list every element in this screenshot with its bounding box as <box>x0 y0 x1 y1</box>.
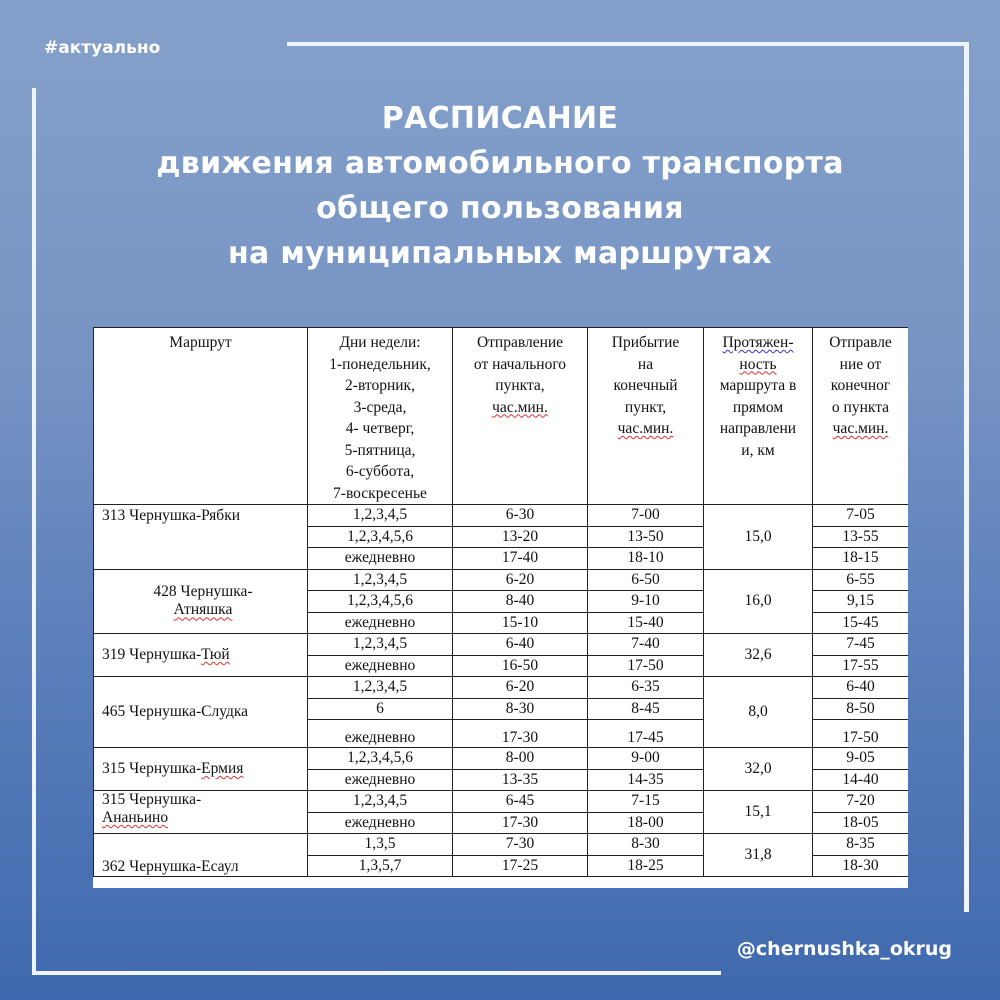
depart-cell: 6-45 <box>453 791 588 813</box>
table-row <box>94 505 909 527</box>
route-name: 313 Чернушка-Рябки <box>94 505 308 570</box>
days-cell: ежедневно <box>308 720 453 748</box>
length-cell: 32,6 <box>704 634 813 677</box>
days-cell: ежедневно <box>308 612 453 634</box>
return-cell: 18-30 <box>813 855 909 877</box>
days-cell: 6 <box>308 698 453 720</box>
depart-cell: 13-20 <box>453 526 588 548</box>
frame-bottom-line <box>32 971 721 975</box>
title-line-2: движения автомобильного транспорта <box>156 146 844 181</box>
title-line-1: РАСПИСАНИЕ <box>381 101 619 136</box>
days-cell: ежедневно <box>308 812 453 834</box>
route-name: 315 Чернушка-Ермия <box>94 748 308 791</box>
depart-cell: 17-25 <box>453 855 588 877</box>
return-cell: 15-45 <box>813 612 909 634</box>
days-cell: 1,2,3,4,5 <box>308 569 453 591</box>
return-cell: 7-45 <box>813 634 909 656</box>
depart-cell: 6-20 <box>453 569 588 591</box>
hashtag: #актуально <box>44 38 161 58</box>
length-cell: 32,0 <box>704 748 813 791</box>
arrive-cell: 18-00 <box>588 812 704 834</box>
depart-cell: 17-30 <box>453 812 588 834</box>
arrive-cell: 17-50 <box>588 655 704 677</box>
length-cell: 15,0 <box>704 505 813 570</box>
return-cell: 14-40 <box>813 769 909 791</box>
route-name: 315 Чернушка- Ананьино <box>94 791 308 834</box>
route-name: 362 Чернушка-Есаул <box>94 834 308 877</box>
depart-cell: 6-20 <box>453 677 588 699</box>
header-depart-start: Отправление от начального пункта, час.мин. <box>453 328 588 505</box>
return-cell: 7-05 <box>813 505 909 527</box>
schedule-table <box>93 327 908 877</box>
depart-cell: 16-50 <box>453 655 588 677</box>
arrive-cell: 17-45 <box>588 720 704 748</box>
arrive-cell: 8-45 <box>588 698 704 720</box>
arrive-cell: 15-40 <box>588 612 704 634</box>
days-cell: 1,3,5,7 <box>308 855 453 877</box>
social-handle: @chernushka_okrug <box>736 938 952 960</box>
depart-cell: 17-40 <box>453 548 588 570</box>
header-row <box>94 328 909 505</box>
table-row <box>94 791 909 813</box>
length-cell: 31,8 <box>704 834 813 877</box>
return-cell: 13-55 <box>813 526 909 548</box>
arrive-cell: 6-35 <box>588 677 704 699</box>
days-cell: ежедневно <box>308 548 453 570</box>
table-row <box>94 569 909 591</box>
title-line-4: на муниципальных маршрутах <box>228 236 772 271</box>
route-name: 428 Чернушка- Атняшка <box>94 569 308 634</box>
return-cell: 7-20 <box>813 791 909 813</box>
header-route: Маршрут <box>94 328 308 505</box>
days-cell: 1,2,3,4,5,6 <box>308 526 453 548</box>
arrive-cell: 6-50 <box>588 569 704 591</box>
table-row <box>94 748 909 770</box>
frame-top-line <box>287 42 969 46</box>
depart-cell: 17-30 <box>453 720 588 748</box>
return-cell: 18-15 <box>813 548 909 570</box>
depart-cell: 15-10 <box>453 612 588 634</box>
title-line-3: общего пользования <box>316 191 684 226</box>
return-cell: 6-55 <box>813 569 909 591</box>
arrive-cell: 18-25 <box>588 855 704 877</box>
schedule-table-container <box>93 327 908 888</box>
arrive-cell: 9-10 <box>588 591 704 613</box>
arrive-cell: 18-10 <box>588 548 704 570</box>
depart-cell: 6-40 <box>453 634 588 656</box>
table-row <box>94 677 909 699</box>
depart-cell: 8-40 <box>453 591 588 613</box>
depart-cell: 8-00 <box>453 748 588 770</box>
return-cell: 6-40 <box>813 677 909 699</box>
return-cell: 17-50 <box>813 720 909 748</box>
depart-cell: 7-30 <box>453 834 588 856</box>
days-cell: ежедневно <box>308 655 453 677</box>
header-days: Дни недели: 1-понедельник, 2-вторник, 3-среда, 4- четверг, 5-пятница, 6-суббота, 7-воскресенье <box>308 328 453 505</box>
days-cell: 1,2,3,4,5 <box>308 791 453 813</box>
header-length: Протяжен- ность маршрута в прямом направлени и, км <box>704 328 813 505</box>
days-cell: ежедневно <box>308 769 453 791</box>
days-cell: 1,2,3,4,5 <box>308 677 453 699</box>
return-cell: 9,15 <box>813 591 909 613</box>
depart-cell: 8-30 <box>453 698 588 720</box>
page-title <box>0 96 1000 276</box>
arrive-cell: 13-50 <box>588 526 704 548</box>
header-depart-end: Отправле ние от конечног о пункта час.мин. <box>813 328 909 505</box>
depart-cell: 6-30 <box>453 505 588 527</box>
return-cell: 17-55 <box>813 655 909 677</box>
arrive-cell: 7-00 <box>588 505 704 527</box>
arrive-cell: 8-30 <box>588 834 704 856</box>
table-row <box>94 634 909 656</box>
route-name: 319 Чернушка-Тюй <box>94 634 308 677</box>
days-cell: 1,2,3,4,5 <box>308 634 453 656</box>
arrive-cell: 9-00 <box>588 748 704 770</box>
table-row <box>94 834 909 856</box>
arrive-cell: 7-15 <box>588 791 704 813</box>
length-cell: 16,0 <box>704 569 813 634</box>
return-cell: 9-05 <box>813 748 909 770</box>
depart-cell: 13-35 <box>453 769 588 791</box>
route-name: 465 Чернушка-Слудка <box>94 677 308 748</box>
return-cell: 8-35 <box>813 834 909 856</box>
return-cell: 8-50 <box>813 698 909 720</box>
arrive-cell: 7-40 <box>588 634 704 656</box>
days-cell: 1,2,3,4,5 <box>308 505 453 527</box>
days-cell: 1,2,3,4,5,6 <box>308 591 453 613</box>
days-cell: 1,2,3,4,5,6 <box>308 748 453 770</box>
length-cell: 15,1 <box>704 791 813 834</box>
header-arrive-end: Прибытие на конечный пункт, час.мин. <box>588 328 704 505</box>
length-cell: 8,0 <box>704 677 813 748</box>
return-cell: 18-05 <box>813 812 909 834</box>
days-cell: 1,3,5 <box>308 834 453 856</box>
arrive-cell: 14-35 <box>588 769 704 791</box>
